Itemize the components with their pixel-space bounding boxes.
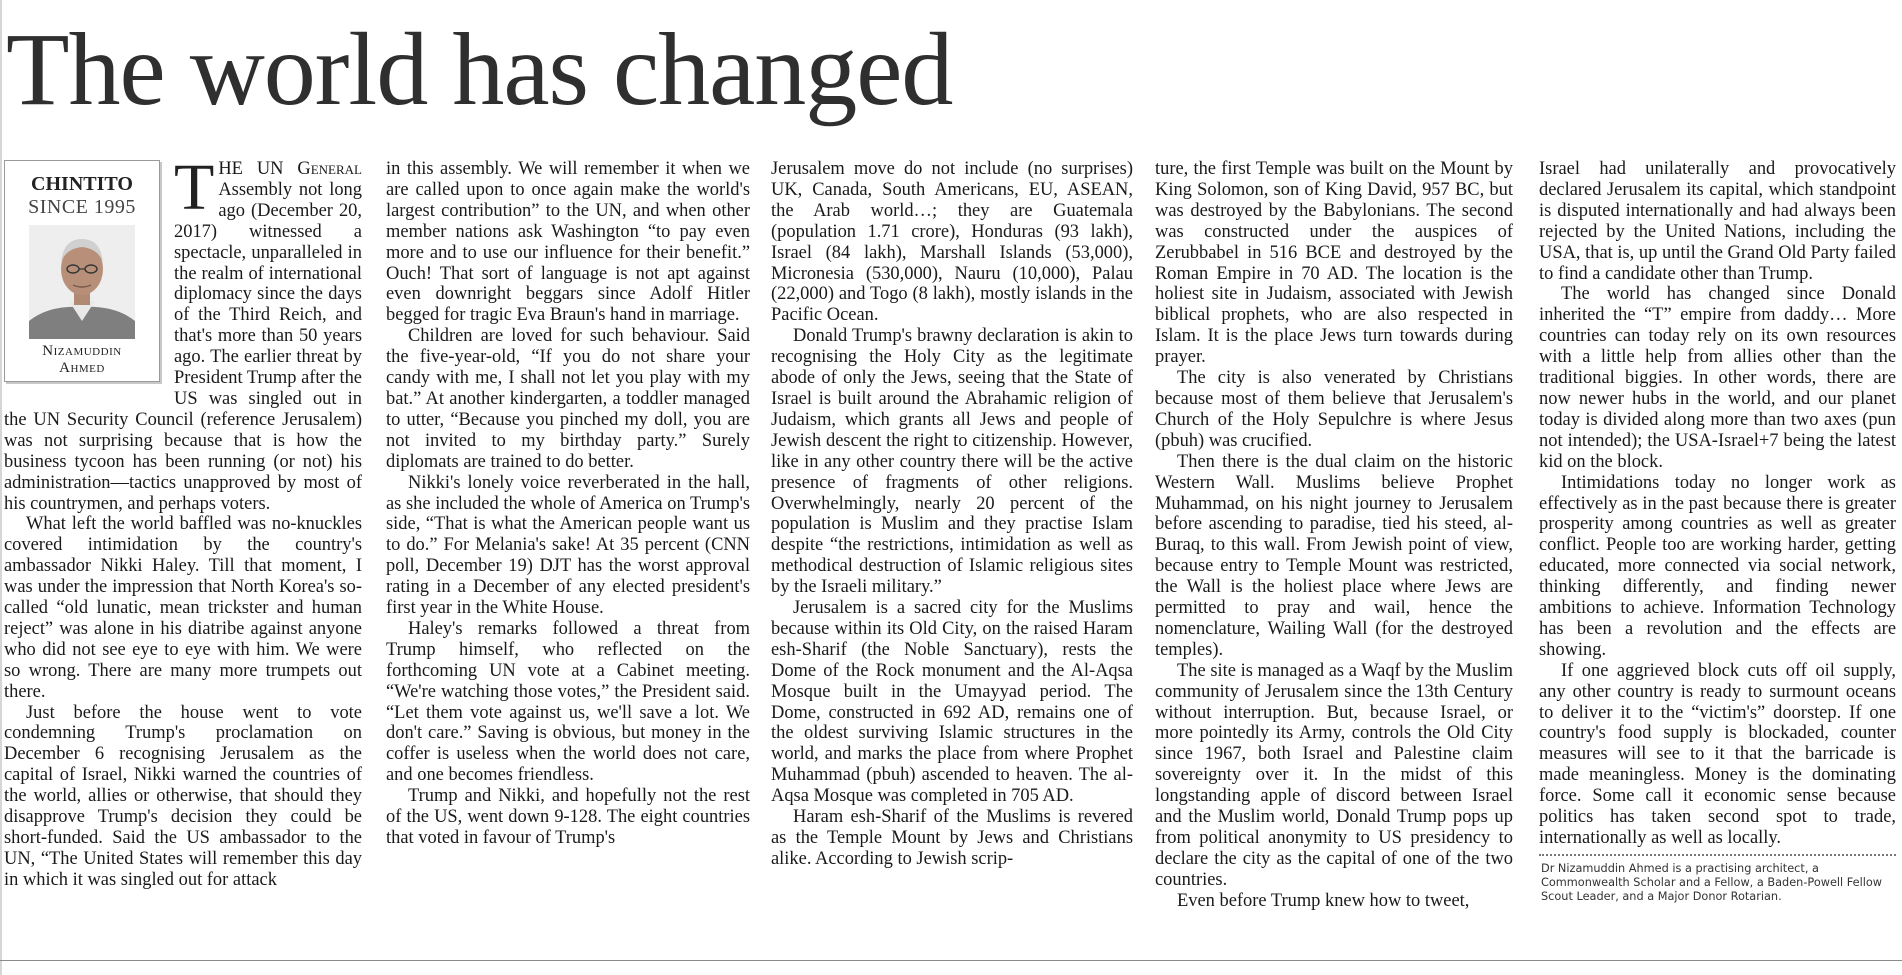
column-2 bbox=[386, 158, 750, 930]
paragraph: Jerusalem move do not include (no surprises) UK, Canada, South Americans, EU, ASEAN, the Arab world…; they are Guatemala (population 1.71 crore), Honduras (93 lakh), Israel (84 lakh), Marshall Islands (53,000), Micronesia (530,000), Nauru (10,000), Palau (22,000) and Togo (8 lakh), mostly islands in the Pacific Ocean. bbox=[771, 158, 1133, 325]
lead-caps-text: HE UN General bbox=[218, 158, 362, 178]
lead-paragraph-text: Assembly not long ago (December 20, 2017) witnessed a spectacle, unparalleled in the realm of international diplomacy since the days of the Third Reich, and that's more than 50 years ago. The earlier threat by President Trump after the US was singled out in the UN Security Council (reference Jerusalem) was not surprising because that is how the business tycoon has been running (or not) his administration—tactics unapproved by most of his countrymen, and perhaps voters. bbox=[4, 178, 362, 513]
author-photo bbox=[29, 225, 135, 339]
paragraph: Intimidations today no longer work as effectively as in the past because there is greater prosperity among countries as well as greater conflict. People too are working harder, getting educated, more connected via social network, thinking differently, and finding newer ambitions to achieve. Information Technology has been a revolution and the effects are showing. bbox=[1539, 471, 1896, 659]
paragraph: Then there is the dual claim on the historic Western Wall. Muslims believe Prophet Muhammad, on his night journey to Jerusalem before ascending to paradise, tied his steed, al-Buraq, to this wall. From Jewish point of view, because entry to Temple Mount was restricted, the Wall is the holiest place where Jews are permitted to pray and wail, hence the nomenclature, Wailing Wall (for the destroyed temples). bbox=[1155, 450, 1513, 659]
column-5 bbox=[1539, 158, 1896, 930]
author-name-line2: Ahmed bbox=[59, 360, 105, 376]
column-since: SINCE 1995 bbox=[28, 196, 136, 218]
column-series-name: CHINTITO bbox=[31, 173, 133, 195]
paragraph: The site is managed as a Waqf by the Muslim community of Jerusalem since the 13th Century without interruption. But, because Israel, or more pointedly its Army, controls the Old City since 1967, both Israel and Palestine claim sovereignty over it. In the midst of this longstanding apple of discord between Israel and the Muslim world, Donald Trump pops up from political anonymity to US presidency to declare the city as the capital of one of the two countries. bbox=[1155, 659, 1513, 889]
author-name-line1: Nizamuddin bbox=[42, 343, 122, 359]
left-margin-rule bbox=[0, 0, 2, 975]
byline-box bbox=[4, 160, 160, 382]
dotted-divider bbox=[1539, 854, 1896, 856]
paragraph: Israel had unilaterally and provocatively declared Jerusalem its capital, which standpoint is disputed internationally and had always been rejected by the United Nations, including the USA, that is, up until the Grand Old Party failed to find a candidate other than Trump. bbox=[1539, 158, 1896, 283]
paragraph: Even before Trump knew how to tweet, bbox=[1177, 889, 1470, 910]
column-3 bbox=[771, 158, 1133, 930]
paragraph: ture, the first Temple was built on the Mount by King Solomon, son of King David, 957 BC, but was destroyed by the Babylonians. The second was constructed under the auspices of Zerubbabel in 516 BCE and destroyed by the Roman Empire in 70 AD. The location is the holiest site in Judaism, associated with Jewish biblical prophets, who are also respected in Islam. It is the place Jews turn towards during prayer. bbox=[1155, 158, 1513, 367]
paragraph: If one aggrieved block cuts off oil supply, any other country is ready to surmount oceans to deliver it to the “victim's” doorstep. If one country's food supply is blockaded, counter measures will see to it that the barricade is made meaningless. Money is the dominating force. Some call it economic sense because politics has taken second spot to trade, internationally as well as locally. bbox=[1539, 659, 1896, 847]
paragraph: Trump and Nikki, and hopefully not the rest of the US, went down 9-128. The eight countries that voted in favour of Trump's bbox=[386, 785, 750, 847]
bottom-rule bbox=[0, 960, 1902, 961]
paragraph: The city is also venerated by Christians because most of them believe that Jerusalem's Church of the Holy Sepulchre is where Jesus (pbuh) was crucified. bbox=[1155, 367, 1513, 450]
column-1 bbox=[4, 158, 362, 930]
author-note: Dr Nizamuddin Ahmed is a practising architect, a Commonwealth Scholar and a Fellow, a Baden-Powell Fellow Scout Leader, and a Major Donor Rotarian. bbox=[1541, 861, 1883, 903]
paragraph: What left the world baffled was no-knuckles covered intimidation by the country's ambassador Nikki Haley. Till that moment, I was under the impression that North Korea's so-called “old lunatic, mean trickster and human reject” was alone in his diatribe against anyone who did not see eye to eye with him. We were so wrong. There are many more trumpets out there. bbox=[4, 513, 362, 701]
drop-cap: T bbox=[174, 158, 215, 224]
paragraph: Donald Trump's brawny declaration is akin to recognising the Holy City as the legitimate abode of only the Jews, seeing that the State of Israel is built around the Abrahamic religion of Judaism, which grants all Jews and people of Jewish descent the right to citizenship. However, like in any other country there will be the active presence of fragments of other religions. Overwhelmingly, nearly 20 percent of the population is Muslim and they practise Islam despite “the restrictions, intimidation as well as methodical destruction of Islamic religious sites by the Israeli military.” bbox=[771, 325, 1133, 597]
paragraph: The world has changed since Donald inherited the “T” empire from daddy… More countries can today rely on its own resources with a little help from allies other than the traditional biggies. In other words, there are now newer hubs in the world, and our planet today is divided along more than two axes (pun not intended); the USA-Israel+7 being the latest kid on the block. bbox=[1539, 283, 1896, 471]
paragraph: Just before the house went to vote condemning Trump's proclamation on December 6 recognising Jerusalem as the capital of Israel, Nikki warned the countries of the world, allies or otherwise, that should they disapprove Trump's decision they could be short-funded. Said the US ambassador to the UN, “The United States will remember this day in which it was singled out for attack bbox=[4, 701, 362, 889]
paragraph: in this assembly. We will remember it when we are called upon to once again make the world's largest contribution” to the UN, and when other member nations ask Washington “to pay even more and to use our influence for their benefit.” Ouch! That sort of language is not apt against even downright beggars since Adolf Hitler begged for tragic Eva Braun's hand in marriage. bbox=[386, 158, 750, 325]
paragraph: Haley's remarks followed a threat from Trump himself, who reflected on the forthcoming UN vote at a Cabinet meeting. “We're watching those votes,” the President said. “Let them vote against us, we'll save a lot. We don't care.” Saving is obvious, but money in the coffer is useless when the world does not care, and one becomes friendless. bbox=[386, 617, 750, 785]
column-4 bbox=[1155, 158, 1513, 930]
paragraph: Nikki's lonely voice reverberated in the hall, as she included the whole of America on Trump's side, “That is what the American people want us to do.” For Melania's sake! At 35 percent (CNN poll, December 19) DJT has the worst approval rating in a December of any elected president's first year in the White House. bbox=[386, 471, 750, 618]
paragraph: Jerusalem is a sacred city for the Muslims because within its Old City, on the raised Haram esh-Sharif (the Noble Sanctuary), rests the Dome of the Rock monument and the Al-Aqsa Mosque built in the Umayyad period. The Dome, constructed in 692 AD, remains one of the oldest surviving Islamic structures in the world, and marks the place from where Prophet Muhammad (pbuh) ascended to heaven. The al-Aqsa Mosque was completed in 705 AD. bbox=[771, 597, 1133, 806]
paragraph: Children are loved for such behaviour. Said the five-year-old, “If you do not share your candy with me, I shall not let you play with my bat.” At another kindergarten, a toddler managed to utter, “Because you pinched my doll, you are not invited to my birthday party.” Surely diplomats are trained to do better. bbox=[386, 325, 750, 471]
headline: The world has changed bbox=[6, 12, 953, 127]
paragraph: Haram esh-Sharif of the Muslims is revered as the Temple Mount by Jews and Christians alike. According to Jewish scrip- bbox=[771, 806, 1133, 868]
